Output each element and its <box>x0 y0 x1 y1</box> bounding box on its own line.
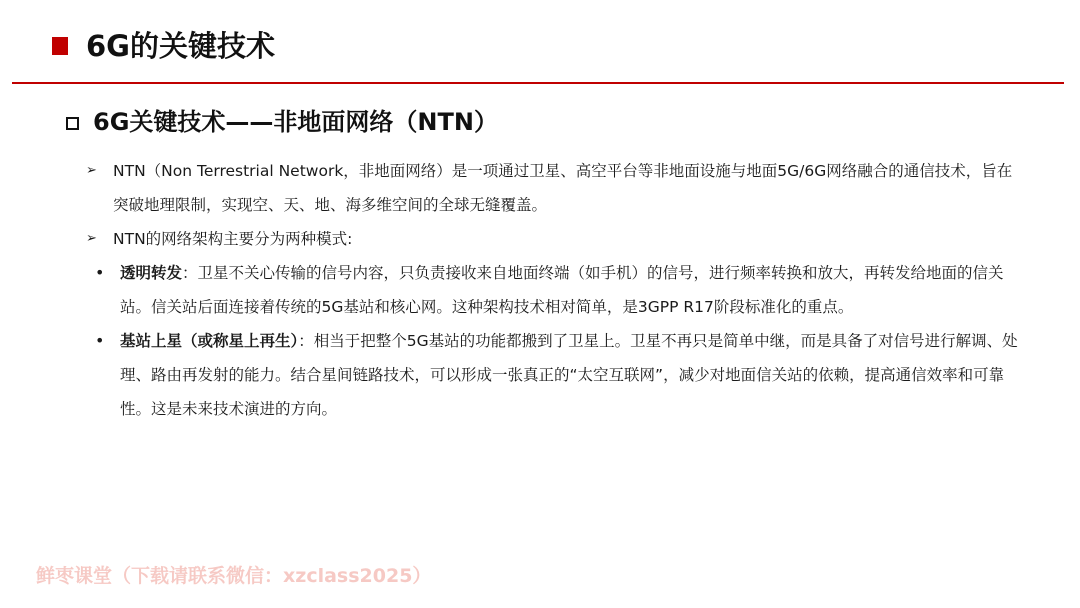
title-bar <box>0 0 1080 86</box>
list-item-text: ：相当于把整个5G基站的功能都搬到了卫星上。卫星不再只是简单中继，而是具备了对信号进行解调、处理、路由再发射的能力。结合星间链路技术，可以形成一张真正的“太空互联网”，减少对地面信关站的依赖，提高通信效率和可靠性。这是未来技术演进的方向。 <box>120 332 1018 418</box>
list-item-text: ：卫星不关心传输的信号内容，只负责接收来自地面终端（如手机）的信号，进行频率转换和放大，再转发给地面的信关站。信关站后面连接着传统的5G基站和核心网。这种架构技术相对简单，是3GPP R17阶段标准化的重点。 <box>120 264 1004 316</box>
list-item <box>120 324 1020 426</box>
section-heading <box>66 104 498 140</box>
section-heading-text: 6G关键技术——非地面网络（NTN） <box>93 108 498 136</box>
list-item-text: NTN的网络架构主要分为两种模式: <box>113 230 353 248</box>
list-item <box>120 256 1020 324</box>
arrow-bullet-icon: ➢ <box>86 231 97 246</box>
arrow-bullet-icon: ➢ <box>86 163 97 178</box>
section-bullet-square-icon <box>66 117 79 130</box>
title-marker-square <box>52 37 68 55</box>
list-item-term: 透明转发 <box>120 264 183 282</box>
page-title: 6G的关键技术 <box>86 29 275 63</box>
list-item-text: NTN（Non Terrestrial Network，非地面网络）是一项通过卫星、高空平台等非地面设施与地面5G/6G网络融合的通信技术，旨在突破地理限制，实现空、天、地、海多维空间的全球无缝覆盖。 <box>113 162 1013 214</box>
watermark: 鲜枣课堂（下载请联系微信：xzclass2025） <box>36 565 432 587</box>
title-divider <box>12 82 1064 84</box>
list-item <box>113 154 1023 222</box>
list-item <box>113 222 1023 256</box>
list-item-term: 基站上星（或称星上再生） <box>120 332 299 350</box>
dot-bullet-icon: • <box>95 331 105 350</box>
dot-bullet-icon: • <box>95 263 105 282</box>
